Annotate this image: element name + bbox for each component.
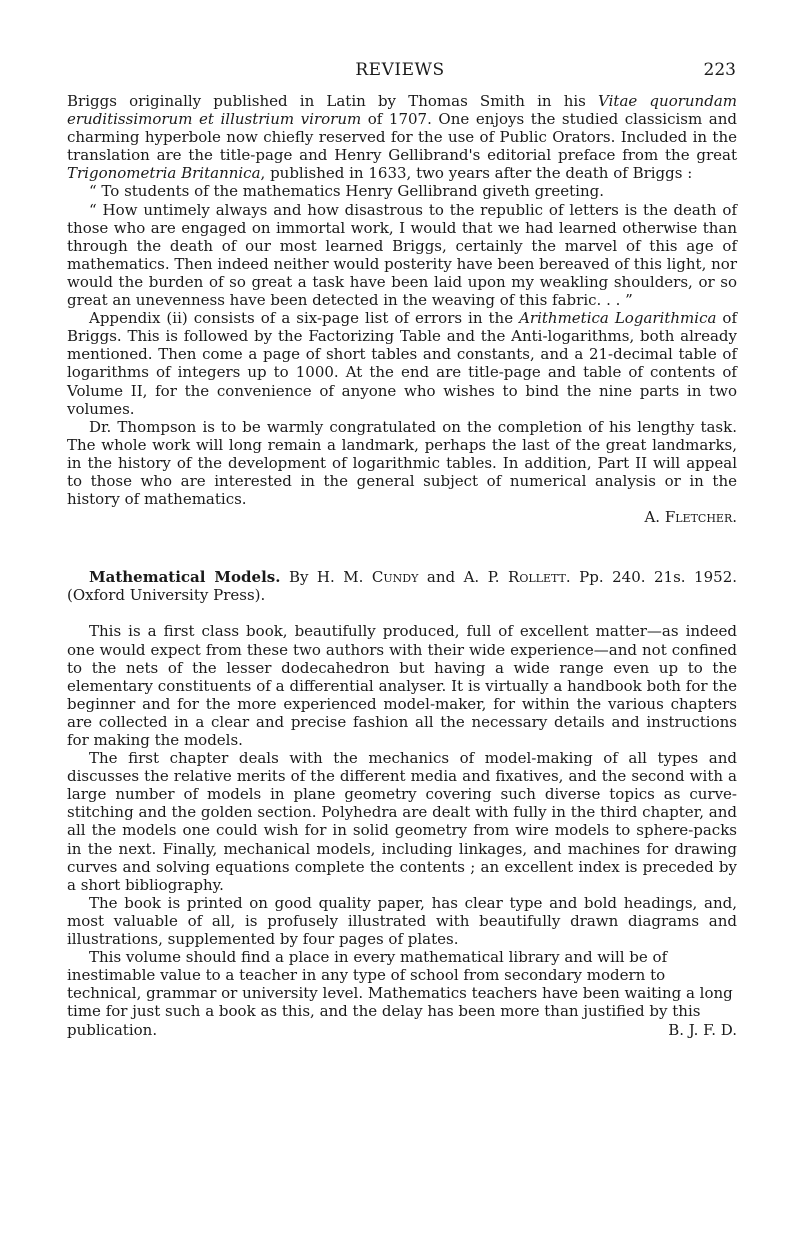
paragraph: Dr. Thompson is to be warmly congratulated on the completion of his lengthy task. The whole work will long remain a landmark, perhaps the last of the great landmarks, in the history of the development of logarithmic tables. In addition, Part II will appeal to those who are interested in the general subject of numerical analysis or in the history of mathematics. xyxy=(67,417,737,509)
paragraph xyxy=(67,92,737,182)
signature-text: letcher. xyxy=(675,508,737,527)
review-continued xyxy=(67,92,737,526)
running-title: REVIEWS xyxy=(355,60,445,80)
italic-title: Trigonometria Britannica xyxy=(67,164,261,183)
italic-title: Arithmetica Logarithmica xyxy=(519,309,717,328)
text-run: of 1707. One enjoys the studied classicism and charming hyperbole now chiefly reserved for the use of Public Orators. Included in the translation are the title-page and Henry Gellibrand's editorial preface from the great xyxy=(67,110,737,165)
author-name: C xyxy=(371,568,384,587)
publication-details: . Pp. 240. 21s. 1952. (Oxford University Press). xyxy=(67,568,738,605)
quotation-paragraph: “ To students of the mathematics Henry Gellibrand giveth greeting. xyxy=(89,182,604,201)
page-body xyxy=(67,92,737,1039)
review-heading xyxy=(67,568,737,604)
text-run: By H. M. xyxy=(280,568,372,587)
text-run: , published in 1633, two years after the death of Briggs : xyxy=(260,164,693,183)
paragraph: This is a first class book, beautifully produced, full of excellent matter—as indeed one would expect from these two authors with their wide experience—and not confined to the nets of the lesser dodecahedron but having a wide range even up to the elementary constituents of a differential analyser. It is virtually a handbook both for the beginner and for the more experienced model-maker, for within the various chapters are collected in a clear and precise fashion all the necessary details and instructions for making the models. xyxy=(67,622,737,749)
running-head xyxy=(0,60,800,84)
italic-title: Vitae quorundam eruditissimorum et illustrium virorum xyxy=(67,92,737,129)
signature-text: A. F xyxy=(644,508,676,527)
author-name: R xyxy=(508,568,520,587)
text-run: Appendix (ii) consists of a six-page list of errors in the xyxy=(89,309,520,328)
paragraph xyxy=(67,309,737,418)
reviewer-signature xyxy=(67,508,737,526)
book-title: Mathematical Models. xyxy=(89,568,281,587)
paragraph xyxy=(67,948,737,1038)
text-run: of Briggs. This is followed by the Factorizing Table and the Anti-logarithms, both already mentioned. Then come a page of short tables and constants, and a 21-decimal table of logarithms of integers up to 1000. At the end are title-page and table of contents of Volume II, for the convenience of anyone who wishes to bind the nine parts in two volumes. xyxy=(67,309,738,418)
page-number: 223 xyxy=(703,60,736,80)
text-run: This volume should find a place in every mathematical library and will be of inestimable value to a teacher in any type of school from secondary modern to technical, grammar or university level. Mathematics teachers have been waiting a long time for just such a book as this, and the delay has been more than justified by this publication. xyxy=(67,948,733,1039)
paragraph: The first chapter deals with the mechanics of model-making of all types and discusses the relative merits of the different media and fixatives, and the second with a large number of models in plane geometry covering such diverse topics as curve-stitching and the golden section. Polyhedra are dealt with fully in the third chapter, and all the models one could wish for in solid geometry from wire models to sphere-packs in the next. Finally, mechanical models, including linkages, and machines for drawing curves and solving equations complete the contents ; an excellent index is preceded by a short bibliography. xyxy=(67,749,737,894)
review-mathematical-models xyxy=(67,568,737,1038)
author-name: ollett xyxy=(519,568,566,587)
text-run: Briggs originally published in Latin by Thomas Smith in his xyxy=(67,92,599,110)
text-run: and A. P. xyxy=(418,568,509,587)
paragraph: The book is printed on good quality paper, has clear type and bold headings, and, most valuable of all, is profusely illustrated with beautifully drawn diagrams and illustrations, supplemented by four pages of plates. xyxy=(67,893,737,949)
reviewer-signature: B. J. F. D. xyxy=(668,1020,737,1039)
quotation-paragraph: “ How untimely always and how disastrous to the republic of letters is the death of those who are engaged on immortal work, I would that we had learned otherwise than through the death of our most learned Briggs, certainly the marvel of this age of mathematics. Then indeed neither would posterity have been bereaved of this light, nor would the burden of so great a task have been laid upon my weakling shoulders, or so great an unevenness have been detected in the weaving of this fabric. . . ” xyxy=(67,200,737,310)
author-name: undy xyxy=(383,568,419,587)
